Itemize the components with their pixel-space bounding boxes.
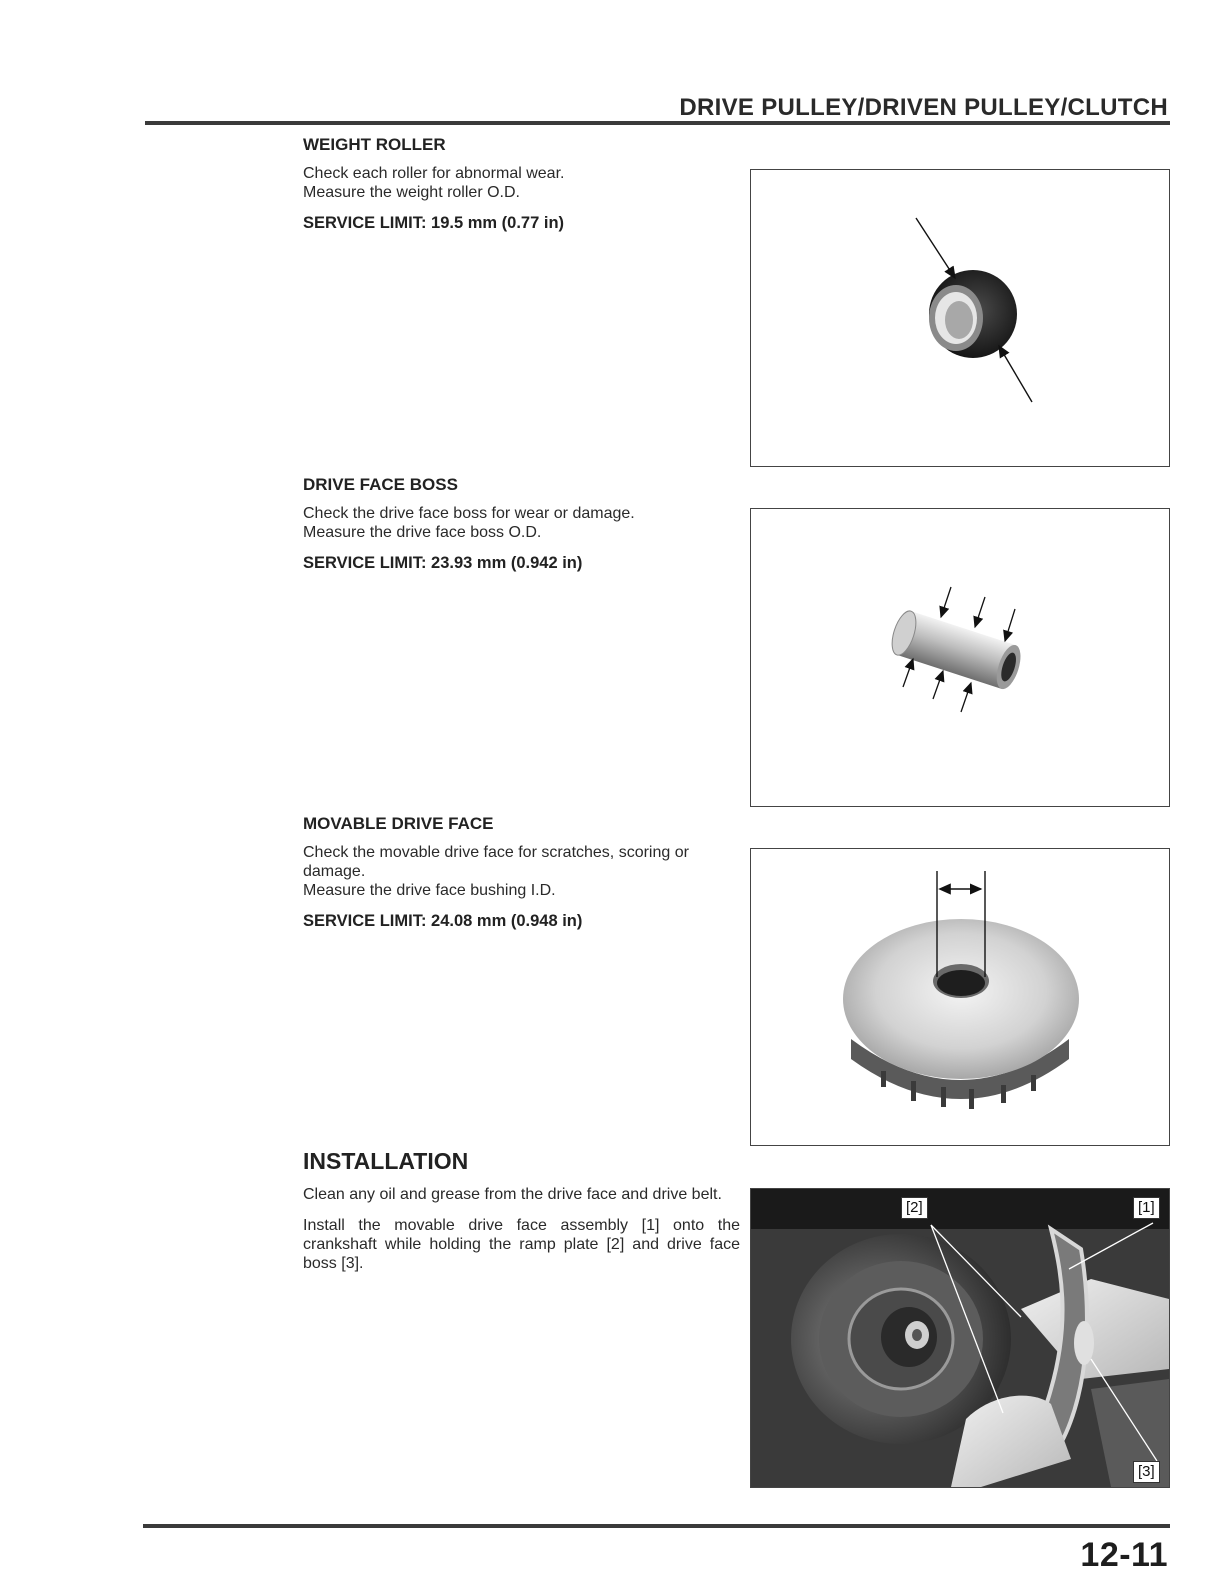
installation-text-2: Install the movable drive face assembly [1] onto the crankshaft while holding the ramp plate [2] and drive face boss [3]. xyxy=(303,1217,740,1272)
installation-illustration xyxy=(751,1189,1169,1487)
installation-text-1: Clean any oil and grease from the drive face and drive belt. xyxy=(303,1186,722,1203)
page-number: 12-11 xyxy=(1080,1536,1168,1574)
callout-movable-drive-face: [1] xyxy=(1133,1197,1160,1219)
weight-roller-figure xyxy=(750,169,1170,467)
drive-face-boss-section xyxy=(303,475,740,573)
movable-drive-face-section xyxy=(303,814,740,931)
weight-roller-heading: WEIGHT ROLLER xyxy=(303,135,446,154)
movable-drive-face-text-2: Measure the drive face bushing I.D. xyxy=(303,882,556,899)
drive-face-boss-illustration xyxy=(751,509,1169,806)
weight-roller-text-2: Measure the weight roller O.D. xyxy=(303,184,520,201)
installation-section xyxy=(303,1148,740,1273)
callout-drive-face-boss: [3] xyxy=(1133,1461,1160,1483)
movable-drive-face-heading: MOVABLE DRIVE FACE xyxy=(303,814,494,833)
movable-drive-face-illustration xyxy=(751,849,1169,1145)
weight-roller-section xyxy=(303,135,740,233)
footer-rule xyxy=(143,1524,1170,1528)
header-rule xyxy=(145,121,1170,125)
weight-roller-illustration xyxy=(751,170,1169,466)
weight-roller-text-1: Check each roller for abnormal wear. xyxy=(303,165,565,182)
movable-drive-face-figure xyxy=(750,848,1170,1146)
movable-drive-face-text-1: Check the movable drive face for scratches, scoring or damage. xyxy=(303,844,689,880)
movable-drive-face-service-limit: SERVICE LIMIT: 24.08 mm (0.948 in) xyxy=(303,912,583,930)
drive-face-boss-heading: DRIVE FACE BOSS xyxy=(303,475,458,494)
weight-roller-service-limit: SERVICE LIMIT: 19.5 mm (0.77 in) xyxy=(303,214,565,232)
installation-heading: INSTALLATION xyxy=(303,1148,469,1174)
drive-face-boss-text-2: Measure the drive face boss O.D. xyxy=(303,524,542,541)
drive-face-boss-figure xyxy=(750,508,1170,807)
drive-face-boss-service-limit: SERVICE LIMIT: 23.93 mm (0.942 in) xyxy=(303,554,583,572)
installation-photo xyxy=(750,1188,1170,1488)
drive-face-boss-text-1: Check the drive face boss for wear or damage. xyxy=(303,505,635,522)
page-header-title: DRIVE PULLEY/DRIVEN PULLEY/CLUTCH xyxy=(679,94,1168,121)
callout-ramp-plate: [2] xyxy=(901,1197,928,1219)
